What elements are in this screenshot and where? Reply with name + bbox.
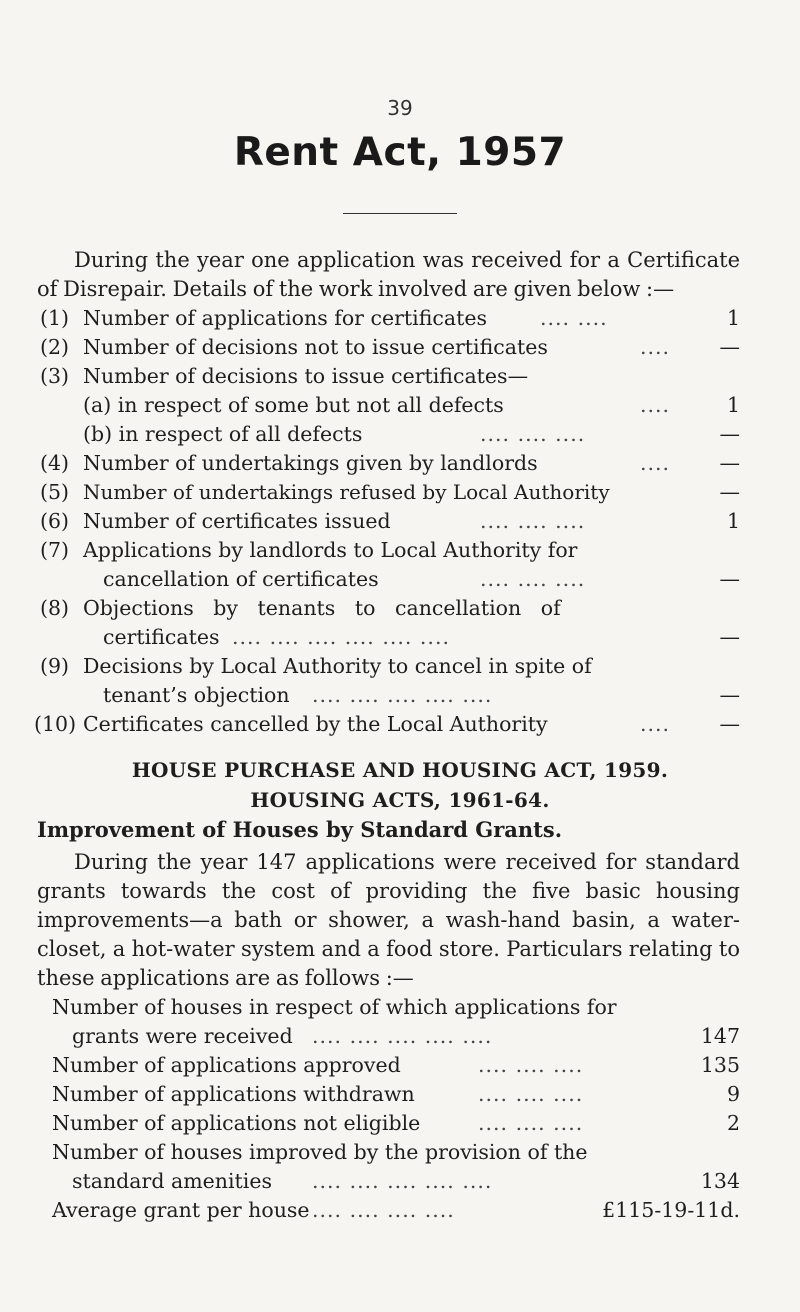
item-label: Number of houses in respect of which applications for [52,995,617,1019]
item-label-continued: grants were received [72,1024,293,1048]
item-value: 135 [700,1053,740,1077]
item-label: Applications by landlords to Local Authority for [83,538,578,562]
item-value: — [719,625,740,649]
list-item [0,594,800,652]
item-value: 134 [700,1169,740,1193]
item-label-continued: cancellation of certificates [103,567,379,591]
item-label-continued: certificates [103,625,220,649]
leader-dots: .... .... .... [478,1111,584,1135]
item-value: — [719,335,740,359]
item-number: (5) [40,480,70,504]
item-value: 9 [726,1082,740,1106]
item-label-continued: standard amenities [72,1169,272,1193]
item-number: (7) [40,538,70,562]
item-value: — [719,451,740,475]
item-value: — [719,422,740,446]
item-value: 1 [726,306,740,330]
page-title: Rent Act, 1957 [233,130,567,175]
body-paragraph: During the year 147 applications were received for standard grants towards the cost of providing the five basic housing improvements—a bath or shower, a wash-hand basin, a water-closet, a hot-water system and a food store. Particulars relating to these applications are as follows :— [37,850,740,990]
leader-dots: .... [640,393,671,417]
item-value: 1 [726,393,740,417]
leader-dots: .... .... .... .... .... .... [232,625,450,649]
page-number: 39 [387,96,413,120]
list-item [0,536,800,594]
leader-dots: .... [640,712,671,736]
item-value: 1 [726,509,740,533]
item-label: (a) in respect of some but not all defects [83,393,504,417]
item-number: (9) [40,654,70,678]
item-number: (2) [40,335,70,359]
item-label: Number of applications approved [52,1053,401,1077]
item-label: Number of applications withdrawn [52,1082,415,1106]
list-item [0,652,800,710]
section-heading: HOUSE PURCHASE AND HOUSING ACT, 1959. [131,758,669,782]
item-number: (6) [40,509,70,533]
leader-dots: .... .... .... .... .... [312,683,493,707]
leader-dots: .... .... .... .... .... [312,1024,493,1048]
item-label: Number of undertakings given by landlords [83,451,538,475]
leader-dots: .... .... .... [478,1053,584,1077]
item-label: Number of undertakings refused by Local Authority [83,480,610,504]
leader-dots: .... .... .... [480,567,586,591]
leader-dots: .... .... .... [480,422,586,446]
item-label-continued: tenant’s objection [103,683,290,707]
intro-paragraph: During the year one application was received for a Certificate of Disrepair. Details of the work involved are given below :— [37,248,740,301]
leader-dots: .... .... [540,306,608,330]
list-item [0,1138,800,1196]
item-label: Number of certificates issued [83,509,391,533]
title-divider [343,213,457,214]
item-value: 2 [726,1111,740,1135]
item-number: (3) [40,364,70,388]
item-label: Certificates cancelled by the Local Authority [83,712,548,736]
list-item [0,993,800,1051]
item-value: — [719,712,740,736]
item-label: Number of houses improved by the provision of the [52,1140,588,1164]
item-label: Average grant per house [52,1198,310,1222]
item-number: (4) [40,451,70,475]
item-label: (b) in respect of all defects [83,422,363,446]
leader-dots: .... [640,451,671,475]
leader-dots: .... .... .... .... [312,1198,455,1222]
leader-dots: .... [640,335,671,359]
item-number: (1) [40,306,70,330]
item-number: (8) [40,596,70,620]
section-subheading: Improvement of Houses by Standard Grants. [37,817,562,842]
item-value: — [719,480,740,504]
leader-dots: .... .... .... [478,1082,584,1106]
item-value: — [719,683,740,707]
leader-dots: .... .... .... [480,509,586,533]
item-value: — [719,567,740,591]
section-heading: HOUSING ACTS, 1961-64. [250,788,550,812]
item-label: Number of applications not eligible [52,1111,421,1135]
item-label: Number of applications for certificates [83,306,487,330]
item-label: Number of decisions to issue certificates— [83,364,529,388]
leader-dots: .... .... .... .... .... [312,1169,493,1193]
item-number: (10) [34,712,77,736]
item-value: £115-19-11d. [602,1198,740,1222]
item-label: Decisions by Local Authority to cancel in spite of [83,654,592,678]
item-label: Objections by tenants to cancellation of [83,596,561,620]
item-label: Number of decisions not to issue certificates [83,335,548,359]
item-value: 147 [700,1024,740,1048]
